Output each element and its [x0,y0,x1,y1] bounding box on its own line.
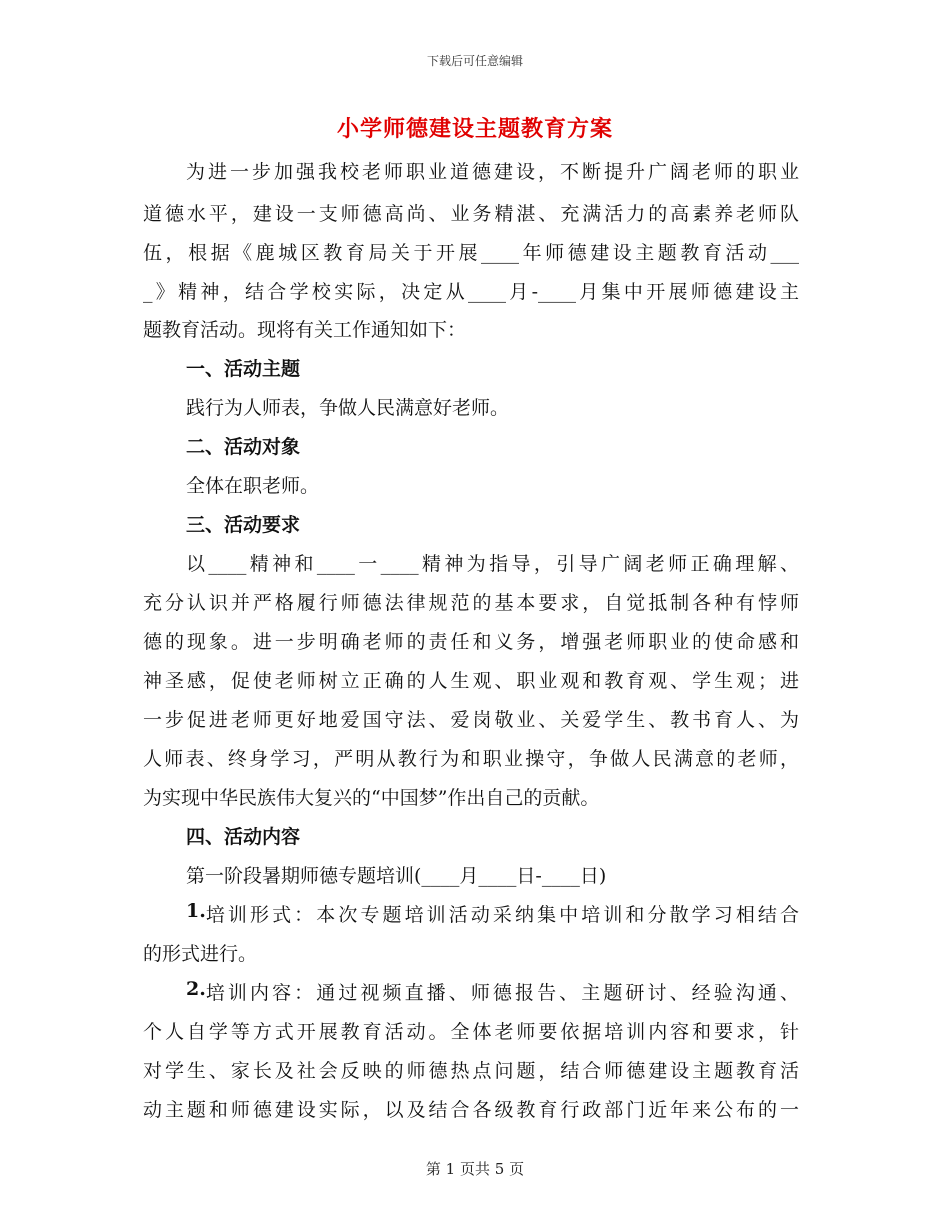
item1-number: 1. [186,900,206,922]
item2-line-2: 个人自学等方式开展教育活动。全体老师要依据培训内容和要求，针 [143,1021,799,1043]
item2-line-4: 动主题和师德建设实际，以及结合各级教育行政部门近年来公布的一 [143,1099,799,1121]
document-title: 小学师德建设主题教育方案 [336,116,613,142]
intro-line-2: 道德水平，建设一支师德高尚、业务精湛、充满活力的高素养老师队 [143,203,799,225]
requirements-line-4: 神圣感，促使老师树立正确的人生观、职业观和教育观、学生观；进 [143,670,799,692]
phase-one-line: 第一阶段暑期师德专题培训(____月____日-____日) [186,865,607,887]
section-body-theme: 践行为人师表，争做人民满意好老师。 [186,397,510,419]
section-heading-content: 四、活动内容 [186,826,301,848]
item2-line-1: 2. 培训内容：通过视频直播、师德报告、主题研讨、经验沟通、 [186,978,799,1004]
section-body-target: 全体在职老师。 [186,475,320,497]
requirements-line-5: 一步促进老师更好地爱国守法、爱岗敬业、关爱学生、教书育人、为 [143,709,799,731]
requirements-line-1: 以____精神和____一____精神为指导，引导广阔老师正确理解、 [186,553,799,575]
intro-line-4: _》精神，结合学校实际，决定从____月-____月集中开展师德建设主 [143,281,799,303]
section-heading-requirements: 三、活动要求 [186,514,301,536]
requirements-line-2: 充分认识并严格履行师德法律规范的基本要求，自觉抵制各种有悖师 [143,592,799,614]
page-footer-number: 第 1 页共 5 页 [425,1160,525,1178]
section-heading-target: 二、活动对象 [186,436,301,458]
page-header-note: 下载后可任意编辑 [426,54,523,68]
intro-line-3: 伍，根据《鹿城区教育局关于开展____年师德建设主题教育活动___ [143,242,799,264]
intro-line-1: 为进一步加强我校老师职业道德建设，不断提升广阔老师的职业 [186,161,799,183]
requirements-line-6: 人师表、终身学习，严明从教行为和职业操守，争做人民满意的老师， [143,748,799,770]
item1-line-1: 1. 培训形式：本次专题培训活动采纳集中培训和分散学习相结合 [186,900,799,926]
requirements-line-3: 德的现象。进一步明确老师的责任和义务，增强老师职业的使命感和 [143,631,799,653]
item2-number: 2. [186,978,206,1000]
section-heading-theme: 一、活动主题 [186,358,301,380]
item2-line-3: 对学生、家长及社会反映的师德热点问题，结合师德建设主题教育活 [143,1060,799,1082]
intro-line-5: 题教育活动。现将有关工作通知如下： [143,319,467,341]
requirements-line-7: 为实现中华民族伟大复兴的“中国梦”作出自己的贡献。 [143,787,600,809]
item1-line-2: 的形式进行。 [143,943,258,965]
